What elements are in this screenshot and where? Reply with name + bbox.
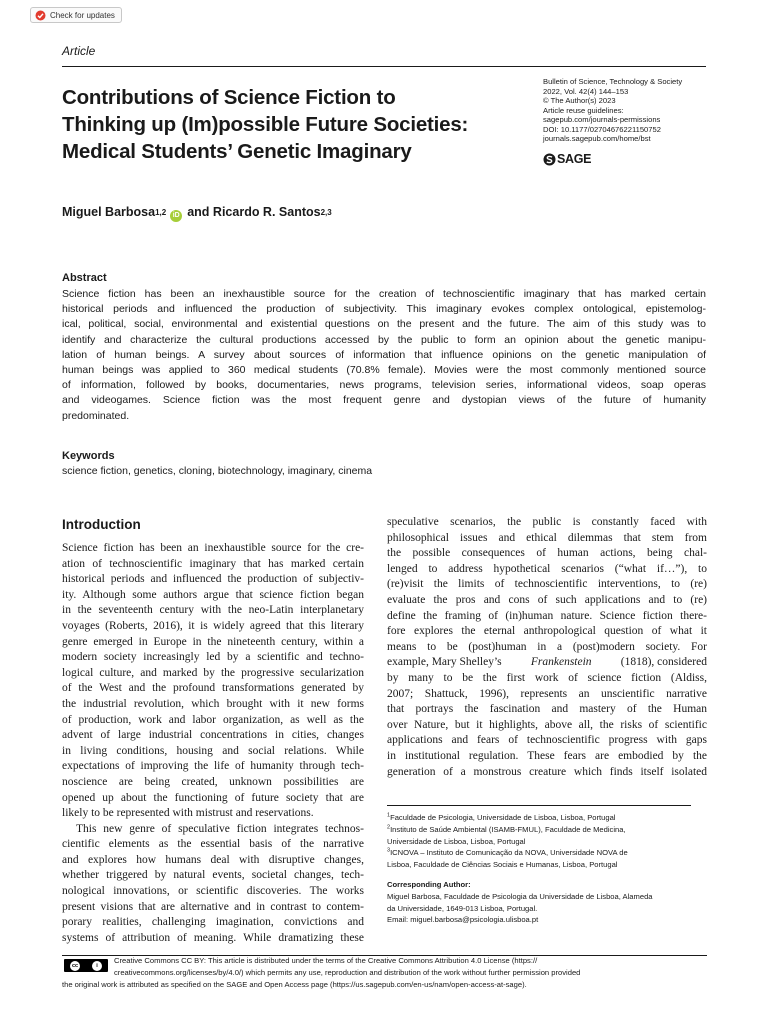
footnote-marker: 3 — [387, 847, 391, 854]
affiliation-text: Faculdade de Psicologia, Universidade de Lisboa, Lisboa, Portugal — [390, 813, 616, 822]
body-line: means to be (post)human in a (post)modern society. For — [387, 640, 707, 653]
attribution-icon: i — [92, 961, 102, 971]
body-line: historical periods and influenced the production of subjectiv- — [62, 573, 364, 586]
body-line: This new genre of speculative fiction integrates technos- — [76, 822, 364, 835]
keywords-list: science fiction, genetics, cloning, biotechnology, imaginary, cinema — [62, 465, 373, 477]
journal-name: Bulletin of Science, Technology & Society — [543, 77, 683, 86]
body-line: modern society increasingly led by a scientific and techno- — [62, 651, 364, 664]
body-line: advent of large industrial concentrations in cities, changes — [62, 729, 364, 742]
journal-home-link[interactable]: journals.sagepub.com/home/bst — [543, 134, 651, 143]
article-title — [62, 84, 532, 165]
corresponding-author-heading: Corresponding Author: — [387, 879, 471, 889]
body-line: expectations of improving the life of humanity through tech- — [62, 760, 364, 773]
author-list: Miguel Barbosa $^{1,2}$ iD and Ricardo R. Santos $^{2,3}$ — [62, 205, 332, 221]
license-line: creativecommons.org/licenses/by/4.0/) which permits any use, reproduction and distribution of the work without further permission provided — [114, 968, 581, 977]
body-line: Science fiction has been an inexhaustible source for the cre- — [62, 542, 364, 554]
body-line: noscience are being created, unknown possibilities are — [62, 775, 364, 788]
title-line: Medical Students’ Genetic Imaginary — [62, 140, 412, 163]
body-line: in the seventeenth century with the neo-Latin interplanetary — [62, 604, 364, 617]
corresponding-author-address: Miguel Barbosa, Faculdade de Psicologia da Universidade de Lisboa, Alameda — [387, 891, 653, 901]
book-title: Frankenstein — [530, 656, 592, 669]
abstract-line: ical, political, social, environmental and existential questions on the present and the future. The aim of this study was to — [62, 318, 706, 331]
abstract-body — [62, 287, 706, 424]
body-line: in institutional regulation. These fears are embodied by the — [387, 749, 707, 762]
body-line: over Nature, but it highlights, above all, the risks of scientific — [387, 718, 707, 731]
sage-wordmark: SAGE — [557, 152, 592, 166]
license-text — [62, 955, 710, 991]
header-divider — [62, 66, 706, 67]
sage-mark-icon — [543, 153, 556, 166]
body-line: applications and fears of technoscientific progress with gaps — [387, 734, 707, 747]
corresponding-author-email[interactable]: Email: miguel.barbosa@psicologia.ulisboa.pt — [387, 915, 539, 925]
body-line: lenged to address hypothetical scenarios (“what if…”), to — [387, 562, 707, 575]
body-column-left — [62, 541, 364, 946]
body-line: nological innovations, or scientific discoveries. The works — [62, 885, 364, 898]
body-line: opened up about the functioning of future society that are — [62, 791, 364, 804]
abstract-line: of information, followed by books, documentaries, news programs, television series, informational videos, soap operas — [62, 379, 706, 392]
body-line: systems of attribution of meaning. While dramatizing these — [62, 931, 364, 944]
orcid-icon[interactable]: iD — [170, 210, 182, 222]
cc-by-badge[interactable] — [64, 959, 108, 972]
body-line: porary realities, challenging imagination, convictions and — [62, 916, 364, 929]
doi-link[interactable]: DOI: 10.1177/02704676221150752 — [543, 124, 661, 134]
body-line: evaluate the pros and cons of such applications and to (re) — [387, 593, 707, 606]
abstract-line: predominated. — [62, 409, 130, 422]
body-line: generation of a monstrous creature which finds itself isolated — [387, 765, 707, 778]
check-updates-label: Check for updates — [50, 10, 115, 20]
footnote-marker: 1 — [387, 812, 391, 819]
abstract-line: lation of human beings. A survey about sources of information that influence opinions on the genetic manipulation of — [62, 348, 706, 361]
corresponding-author-address-cont: da Universidade, 1649-013 Lisboa, Portugal. — [387, 903, 538, 913]
author-name: Ricardo R. Santos — [212, 205, 321, 219]
body-line: the industrial revolution, which brought with it new forms — [62, 697, 364, 710]
body-line — [387, 655, 707, 671]
journal-volume: 2022, Vol. 42(4) 144–153 — [543, 86, 629, 96]
body-line: ation of technoscientific imaginary that has marked certain — [62, 557, 364, 570]
reuse-label: Article reuse guidelines: — [543, 105, 624, 115]
author-name: Miguel Barbosa — [62, 205, 156, 219]
license-line: the original work is attributed as specified on the SAGE and Open Access page (https://us.sagepub.com/en-us/nam/open-access-at-sage). — [62, 980, 527, 989]
affiliation-2 — [387, 824, 707, 836]
body-line-segment: (1818), considered — [620, 656, 707, 669]
check-for-updates-button[interactable] — [30, 7, 122, 23]
body-line-segment: example, Mary Shelley’s — [387, 656, 502, 669]
footnotes — [387, 812, 707, 926]
body-line: of production, work and labor organization, as well as the — [62, 713, 364, 726]
affiliation-text: Instituto de Saúde Ambiental (ISAMB-FMUL), Faculdade de Medicina, — [390, 824, 626, 834]
body-line: philosophical issues and ethical dilemmas that stem from — [387, 531, 707, 544]
journal-info — [543, 77, 723, 144]
body-line: define the framing of (in)human nature. Science fiction there- — [387, 609, 707, 622]
title-line: Contributions of Science Fiction to — [62, 86, 396, 109]
body-line: speculative scenarios, the public is constantly faced with — [387, 516, 707, 528]
author-conjunction: and — [187, 205, 210, 219]
keywords-heading: Keywords — [62, 450, 115, 462]
cc-icon: cc — [71, 962, 79, 969]
body-line: in living conditions, housing and social relations. While — [62, 744, 364, 757]
abstract-line: historical periods and influenced the production of subjectivity. This imaginary evokes complex ontological, epistemolog- — [62, 303, 706, 316]
body-line: by many to be the first work of science fiction (Aldiss, — [387, 671, 707, 684]
affiliation-1 — [387, 812, 707, 824]
body-line: and explores how humans deal with disruptive changes, — [62, 853, 364, 866]
body-line: cientific elements as the essential basis of the narrative — [62, 838, 364, 851]
body-line: the possible consequences of human actions, being chal- — [387, 547, 707, 560]
article-type-label: Article — [62, 44, 96, 58]
body-line: 2007; Shattuck, 1996), represents an unscientific narrative — [387, 687, 707, 700]
abstract-line: Science fiction has been an inexhaustible source for the creation of technoscientific imaginary that has marked certain — [62, 288, 706, 300]
body-line: likely to be represented with mistrust and reservations. — [62, 807, 314, 820]
permissions-link[interactable]: sagepub.com/journals-permissions — [543, 115, 661, 124]
affiliation-3-cont: Lisboa, Faculdade de Ciências Sociais e Humanas, Lisboa, Portugal — [387, 860, 618, 870]
footnote-divider — [387, 805, 691, 806]
affiliation-3 — [387, 847, 707, 859]
footnote-marker: 2 — [387, 824, 391, 831]
check-updates-icon — [35, 10, 46, 21]
body-line: logical culture, and marked by the progressive secularization — [62, 666, 364, 679]
license-line: Creative Commons CC BY: This article is distributed under the terms of the Creative Commons Attribution 4.0 License (https:// — [114, 956, 538, 965]
copyright: © The Author(s) 2023 — [543, 96, 616, 105]
body-line: voyages (Roberts, 2016), it is widely agreed that this literary — [62, 619, 364, 632]
body-line: that portrays the fascination and mastery of the Human — [387, 703, 707, 716]
body-line: (re)visit the limits of technoscientific interventions, to (re) — [387, 578, 707, 591]
body-line: present visions that are alternative and in contrast to contem- — [62, 900, 364, 913]
body-column-right — [387, 515, 707, 780]
body-line: ity. Although some authors argue that science fiction began — [62, 588, 364, 601]
abstract-line: and videogames. Science fiction was the most frequent genre and dystopian views of the future of humanity — [62, 394, 706, 407]
abstract-heading: Abstract — [62, 272, 107, 284]
body-line: fore explores the eternal anthropological question of what it — [387, 625, 707, 638]
affiliation-2-cont: Universidade de Lisboa, Lisboa, Portugal — [387, 836, 526, 846]
abstract-line: identify and characterize the cultural productions accessed by the public to form an opinion about the genetic manipu- — [62, 333, 706, 346]
body-line: of the West and the profound transformations generated by — [62, 682, 364, 695]
sage-logo — [543, 152, 591, 166]
title-line: Thinking up (Im)possible Future Societies: — [62, 113, 469, 136]
body-line: whether triggered by natural events, societal changes, tech- — [62, 869, 364, 882]
introduction-heading: Introduction — [62, 517, 141, 532]
body-line: genre emerged in Europe in the nineteenth century, within a — [62, 635, 364, 648]
affiliation-text: ICNOVA – Instituto de Comunicação da NOVA, Universidade NOVA de — [390, 848, 628, 858]
abstract-line: human beings was applied to 360 medical students (70.8% female). Movies were the most commonly mentioned source — [62, 364, 706, 377]
